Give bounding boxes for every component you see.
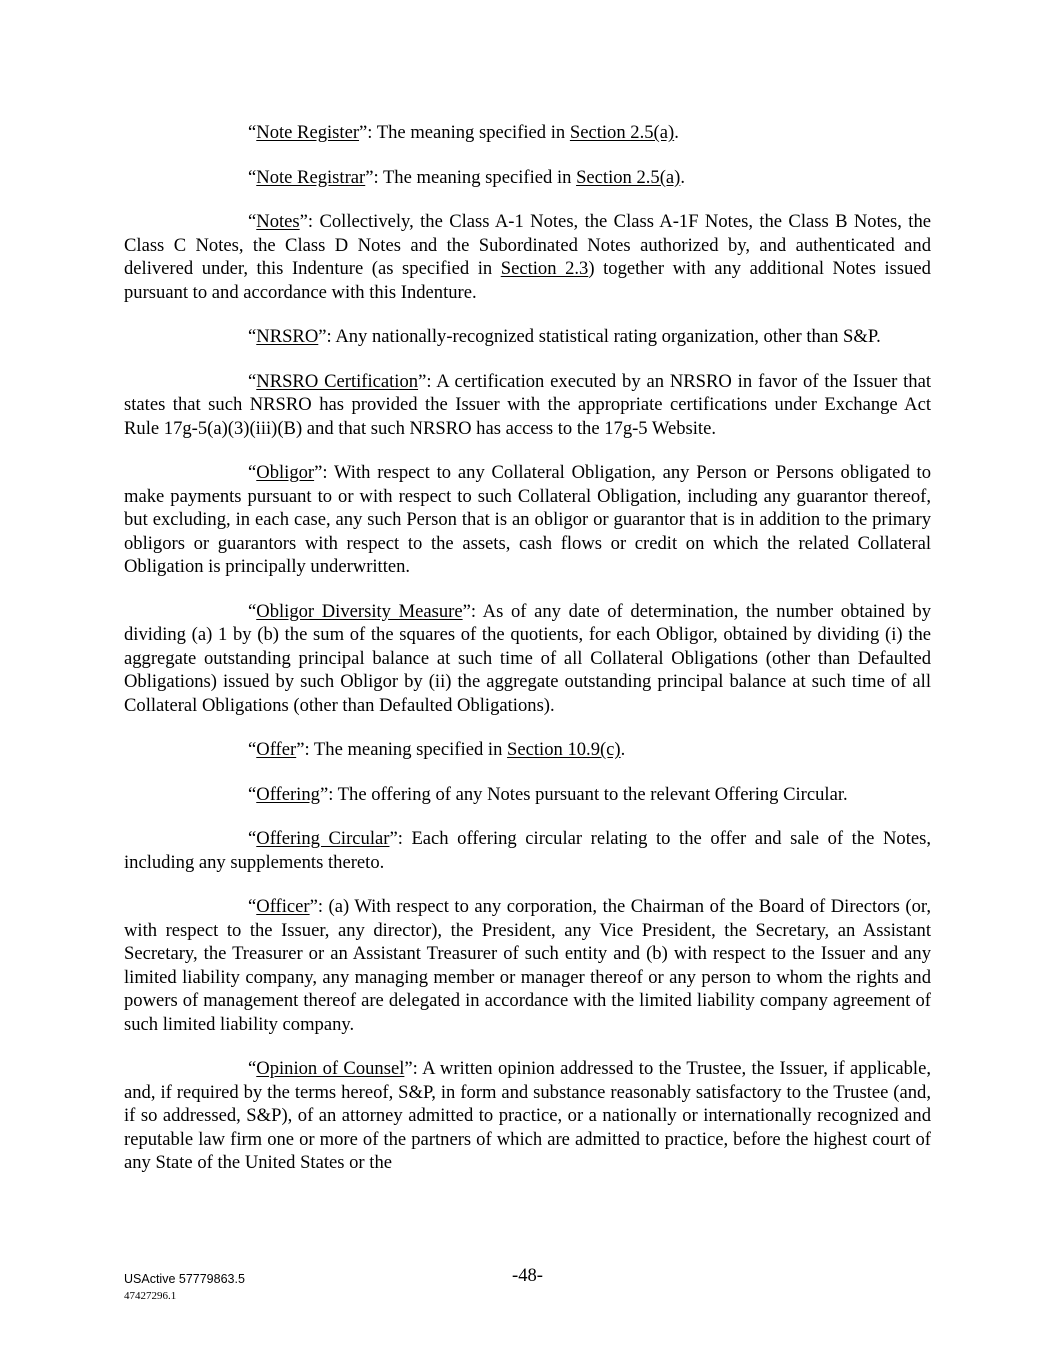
defined-term: Note Register — [256, 122, 360, 143]
definition-notes: “Notes”: Collectively, the Class A-1 Notes, the Class A-1F Notes, the Class B Notes, the Class C Notes, the Class D Notes and the Subordinated Notes authorized by, and authenticated and delivered under, this Indenture (as specified in Section 2.3) together with any additional Notes issued pursuant to and accordance with this Indenture. — [124, 211, 931, 303]
defined-term: Offering — [256, 783, 320, 805]
definition-note-registrar: “Note Registrar”: The meaning specified in Section 2.5(a). — [248, 166, 686, 188]
defined-term: Notes — [256, 211, 300, 232]
section-reference[interactable]: Section 2.3 — [500, 258, 589, 279]
defined-term: Offering Circular — [256, 828, 390, 849]
section-reference[interactable]: Section 10.9(c) — [507, 739, 621, 760]
definition-officer: “Officer”: (a) With respect to any corporation, the Chairman of the Board of Directors (or, with respect to the Issuer, any director), the President, any Vice President, the Secretary, an Assistant Secretary, the Treasurer or an Assistant Treasurer of such entity and (b) with respect to the Issuer and any limited liability company, any managing member or manager thereof or any person to whom the rights and powers of management thereof are delegated in accordance with the limited liability company agreement of such limited liability company. — [124, 896, 931, 1035]
footer-sub-id: 47427296.1 — [124, 1290, 177, 1302]
definition-obligor-diversity-measure: “Obligor Diversity Measure”: As of any date of determination, the number obtained by dividing (a) 1 by (b) the sum of the squares of the quotients, for each Obligor, obtained by dividing (i) the aggregate outstanding principal balance at such time of all Collateral Obligations (other than Defaulted Obligations) issued by such Obligor by (ii) the aggregate outstanding principal balance at such time of all Collateral Obligations (other than Defaulted Obligations). — [124, 600, 931, 716]
defined-term: Obligor — [256, 462, 315, 483]
definition-nrsro-certification: “NRSRO Certification”: A certification executed by an NRSRO in favor of the Issuer that states that such NRSRO has provided the Issuer with the appropriate certifications under Exchange Act Rule 17g-5(a)(3)(iii)(B) and that such NRSRO has access to the 17g-5 Website. — [124, 370, 931, 439]
section-reference[interactable]: Section 2.5(a) — [569, 122, 675, 143]
defined-term: Opinion of Counsel — [256, 1058, 405, 1079]
defined-term: NRSRO — [256, 326, 319, 347]
footer-doc-id: USActive 57779863.5 — [124, 1272, 245, 1286]
defined-term: Offer — [256, 739, 297, 760]
defined-term: Officer — [256, 896, 310, 917]
definition-nrsro: “NRSRO”: Any nationally-recognized statistical rating organization, other than S&P. — [248, 326, 881, 347]
section-reference[interactable]: Section 2.5(a) — [576, 166, 681, 188]
defined-term: NRSRO Certification — [256, 370, 419, 392]
definition-offer: “Offer”: The meaning specified in Section 10.9(c). — [248, 739, 626, 760]
definition-offering: “Offering”: The offering of any Notes pursuant to the relevant Offering Circular. — [248, 783, 848, 805]
definition-obligor: “Obligor”: With respect to any Collateral Obligation, any Person or Persons obligated to make payments pursuant to or with respect to such Collateral Obligation, including any guarantor thereof, but excluding, in each case, any such Person that is an obligor or guarantor that is in addition to the primary obligors or guarantors with respect to the assets, cash flows or credit on which the related Collateral Obligation is principally underwritten. — [124, 462, 931, 577]
defined-term: Note Registrar — [256, 166, 366, 188]
definition-note-register: “Note Register”: The meaning specified in Section 2.5(a). — [248, 122, 679, 143]
page-number: -48- — [512, 1265, 543, 1286]
definition-opinion-of-counsel: “Opinion of Counsel”: A written opinion addressed to the Trustee, the Issuer, if applicable, and, if required by the terms hereof, S&P, in form and substance reasonably satisfactory to the Trustee (and, if so addressed, S&P), of an attorney admitted to practice, or a nationally or internationally recognized and reputable law firm one or more of the partners of which are admitted to practice, before the highest court of any State of the United States or the — [124, 1058, 932, 1173]
document-body — [124, 121, 931, 1196]
definition-offering-circular: “Offering Circular”: Each offering circular relating to the offer and sale of the Notes, including any supplements thereto. — [124, 828, 931, 873]
defined-term: Obligor Diversity Measure — [256, 600, 463, 622]
